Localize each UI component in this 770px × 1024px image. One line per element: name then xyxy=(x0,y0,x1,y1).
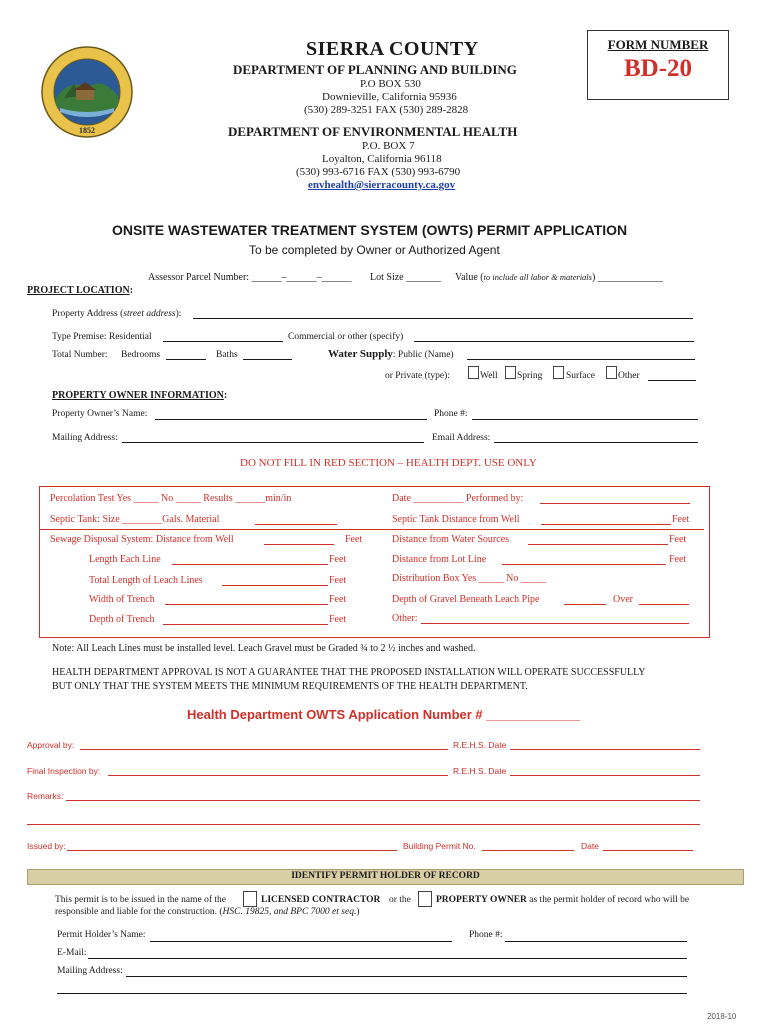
remarks-input-2[interactable] xyxy=(27,824,700,825)
value-label: Value ( xyxy=(455,272,484,283)
county-seal xyxy=(40,44,134,140)
other-input-red[interactable] xyxy=(421,623,689,624)
dept-planning-addr1: P.O BOX 530 xyxy=(360,78,421,90)
bedrooms-label: Bedrooms xyxy=(121,350,161,360)
leach-note: Note: All Leach Lines must be installed level. Leach Gravel must be Graded ¾ to 2 ½ inches and washed. xyxy=(52,643,476,654)
commercial-label: Commercial or other (specify) xyxy=(288,332,404,342)
lot-line-input[interactable] xyxy=(502,564,666,565)
licensed-contractor-label: LICENSED CONTRACTOR xyxy=(261,895,381,905)
remarks-input-1[interactable] xyxy=(66,800,700,801)
final-inspection-input[interactable] xyxy=(108,775,448,776)
issued-by-input[interactable] xyxy=(67,850,397,851)
permit-holder-banner xyxy=(27,869,744,885)
septic-material-input[interactable] xyxy=(255,524,337,525)
well-label: Well xyxy=(480,371,498,381)
baths-input[interactable] xyxy=(243,359,292,360)
tank-distance-input[interactable] xyxy=(541,524,671,525)
value-blank: ) _____________ xyxy=(591,272,663,283)
water-sources-input[interactable] xyxy=(528,544,668,545)
tank-distance-label: Septic Tank Distance from Well xyxy=(392,514,520,525)
owner-phone-input[interactable] xyxy=(472,419,698,420)
owner-name-label: Property Owner’s Name: xyxy=(52,409,148,419)
tank-distance-unit: Feet xyxy=(672,514,690,525)
approval-disclaimer-1: HEALTH DEPARTMENT APPROVAL IS NOT A GUARANTEE THAT THE PROPOSED INSTALLATION WILL OPERATE SUCCESSFULLY xyxy=(52,667,646,678)
trench-width-label: Width of Trench xyxy=(89,594,155,605)
surface-label: Surface xyxy=(566,371,596,381)
bedrooms-input[interactable] xyxy=(166,359,206,360)
holder-phone-input[interactable] xyxy=(505,941,687,942)
leach-length-unit: Feet xyxy=(329,554,347,565)
gravel-over-label: Over xyxy=(613,594,633,605)
email-address-input[interactable] xyxy=(494,442,698,443)
final-inspection-label: Final Inspection by: xyxy=(27,766,101,776)
holder-mailing-input-2[interactable] xyxy=(57,993,687,994)
project-location-heading: PROJECT LOCATION: xyxy=(27,285,134,296)
apn-field[interactable]: Assessor Parcel Number: ______–______–______ xyxy=(148,272,352,283)
commercial-input[interactable] xyxy=(414,341,694,342)
permit-holder-text-1 xyxy=(55,895,226,905)
owner-heading: PROPERTY OWNER INFORMATION: xyxy=(52,390,228,401)
final-rehs-input[interactable] xyxy=(510,775,700,776)
property-address-input[interactable] xyxy=(193,318,693,319)
total-length-input[interactable] xyxy=(222,585,328,586)
residential-input[interactable] xyxy=(163,341,283,342)
surface-checkbox[interactable] xyxy=(553,366,564,379)
permit-text-line2-suffix: ) xyxy=(356,907,360,917)
permit-text-or: or the xyxy=(389,895,411,905)
form-subtitle: To be completed by Owner or Authorized Agent xyxy=(249,243,500,257)
gravel-depth-input[interactable] xyxy=(564,604,606,605)
permit-text-line2-italic: HSC. 19825, and BPC 7000 et seq. xyxy=(222,907,357,917)
owts-app-number[interactable]: Health Department OWTS Application Number # _____________ xyxy=(187,707,581,722)
email-address-label: Email Address: xyxy=(432,433,491,443)
approval-by-label: Approval by: xyxy=(27,740,75,750)
leach-length-label: Length Each Line xyxy=(89,554,161,565)
well-checkbox[interactable] xyxy=(468,366,479,379)
dept-planning: DEPARTMENT OF PLANNING AND BUILDING xyxy=(233,62,517,77)
perc-test-field[interactable]: Percolation Test Yes _____ No _____ Results ______min/in xyxy=(50,493,292,504)
owner-name-input[interactable] xyxy=(155,419,427,420)
sewage-input[interactable] xyxy=(264,544,334,545)
total-number-label: Total Number: xyxy=(52,350,108,360)
property-owner-label: PROPERTY OWNER xyxy=(436,895,527,905)
other-label: Other xyxy=(618,371,640,381)
building-permit-input[interactable] xyxy=(482,850,574,851)
leach-length-input[interactable] xyxy=(172,564,328,565)
lot-line-unit: Feet xyxy=(669,554,687,565)
performed-by-input[interactable] xyxy=(540,503,690,504)
dept-health-email[interactable]: envhealth@sierracounty.ca.gov xyxy=(308,179,456,191)
approval-by-input[interactable] xyxy=(80,749,448,750)
premise-label: Type Premise: Residential xyxy=(52,332,152,342)
value-note: to include all labor & materials xyxy=(483,272,592,282)
building-permit-label: Building Permit No. xyxy=(403,841,476,851)
trench-depth-label: Depth of Trench xyxy=(89,614,155,625)
form-title: ONSITE WASTEWATER TREATMENT SYSTEM (OWTS) PERMIT APPLICATION xyxy=(112,222,628,238)
dept-planning-addr2: Downieville, California 95936 xyxy=(322,91,457,103)
county-name: SIERRA COUNTY xyxy=(306,38,479,60)
holder-mailing-input[interactable] xyxy=(126,976,687,977)
holder-email-label: E-Mail: xyxy=(57,948,87,958)
spring-checkbox[interactable] xyxy=(505,366,516,379)
trench-depth-unit: Feet xyxy=(329,614,347,625)
gravel-over-input[interactable] xyxy=(639,604,689,605)
spring-label: Spring xyxy=(517,371,543,381)
holder-mailing-label: Mailing Address: xyxy=(57,966,123,976)
mailing-address-input[interactable] xyxy=(122,442,424,443)
septic-tank-label: Septic Tank: Size ________Gals. Material xyxy=(50,514,220,525)
red-divider xyxy=(40,529,704,530)
lot-size-field[interactable]: Lot Size _______ xyxy=(370,272,442,283)
other-input[interactable] xyxy=(648,380,696,381)
lot-line-label: Distance from Lot Line xyxy=(392,554,487,565)
remarks-label: Remarks: xyxy=(27,791,64,801)
sewage-unit: Feet xyxy=(345,534,363,545)
water-supply-label: Water Supply xyxy=(328,348,393,360)
permit-holder-owner-text xyxy=(436,895,689,905)
seal-year: 1852 xyxy=(79,126,95,135)
mailing-address-label: Mailing Address: xyxy=(52,433,118,443)
water-sources-unit: Feet xyxy=(669,534,687,545)
form-version: 2018-10 xyxy=(707,1012,737,1021)
address-italic: street address xyxy=(123,309,176,319)
permit-text-line2-prefix: responsible and liable for the construction. ( xyxy=(55,907,223,917)
water-supply-public: : Public (Name) xyxy=(392,350,454,360)
permit-text-suffix: as the permit holder of record who will be xyxy=(529,895,690,905)
holder-email-input[interactable] xyxy=(88,958,687,959)
form-number-label: FORM NUMBER xyxy=(607,37,709,52)
permit-date-label: Date xyxy=(581,841,599,851)
perc-date-field[interactable]: Date __________ Performed by: xyxy=(392,493,524,504)
permit-date-input[interactable] xyxy=(603,850,693,851)
form-number-box xyxy=(587,30,729,100)
private-label: or Private (type): xyxy=(385,371,450,381)
dept-health-phone: (530) 993-6716 FAX (530) 993-6790 xyxy=(296,166,461,178)
licensed-contractor-checkbox[interactable] xyxy=(243,891,257,907)
distribution-box-field[interactable]: Distribution Box Yes _____ No _____ xyxy=(392,573,546,584)
holder-phone-label: Phone #: xyxy=(469,930,503,940)
form-number: BD-20 xyxy=(623,55,693,82)
approval-disclaimer-2: BUT ONLY THAT THE SYSTEM MEETS THE MINIMUM REQUIREMENTS OF THE HEALTH DEPARTMENT. xyxy=(52,681,528,692)
final-rehs-label: R.E.H.S. Date xyxy=(453,766,507,776)
trench-width-unit: Feet xyxy=(329,594,347,605)
dept-health-addr2: Loyalton, California 96118 xyxy=(322,153,442,165)
dept-health: DEPARTMENT OF ENVIRONMENTAL HEALTH xyxy=(228,124,518,139)
red-section-notice: DO NOT FILL IN RED SECTION – HEALTH DEPT. USE ONLY xyxy=(240,457,537,469)
trench-depth-input[interactable] xyxy=(163,624,328,625)
total-length-label: Total Length of Leach Lines xyxy=(89,575,203,586)
water-supply-input[interactable] xyxy=(467,359,695,360)
permit-holder-text-2 xyxy=(55,907,360,917)
property-owner-checkbox[interactable] xyxy=(418,891,432,907)
holder-name-input[interactable] xyxy=(150,941,452,942)
owner-heading-label: PROPERTY OWNER INFORMATION xyxy=(52,390,224,401)
dept-health-addr1: P.O. BOX 7 xyxy=(362,140,415,152)
sewage-label: Sewage Disposal System: Distance from Well xyxy=(50,534,234,545)
other-checkbox[interactable] xyxy=(606,366,617,379)
address-prefix: Property Address ( xyxy=(52,309,124,319)
value-field[interactable] xyxy=(455,272,663,283)
baths-label: Baths xyxy=(216,350,238,360)
issued-by-label: Issued by: xyxy=(27,841,66,851)
water-supply xyxy=(328,348,454,360)
permit-holder-banner-label: IDENTIFY PERMIT HOLDER OF RECORD xyxy=(291,871,480,881)
approval-rehs-label: R.E.H.S. Date xyxy=(453,740,507,750)
total-length-unit: Feet xyxy=(329,575,347,586)
trench-width-input[interactable] xyxy=(165,604,328,605)
holder-name-label: Permit Holder’s Name: xyxy=(57,930,146,940)
address-suffix: ): xyxy=(175,309,182,319)
owner-phone-label: Phone #: xyxy=(434,409,468,419)
gravel-depth-label: Depth of Gravel Beneath Leach Pipe xyxy=(392,594,540,605)
permit-text-prefix: This permit is to be issued in the name of the xyxy=(55,895,226,905)
other-label-red: Other: xyxy=(392,613,418,624)
water-sources-label: Distance from Water Sources xyxy=(392,534,510,545)
property-address-label xyxy=(52,309,181,319)
approval-rehs-input[interactable] xyxy=(510,749,700,750)
project-location-label: PROJECT LOCATION xyxy=(27,285,130,296)
dept-planning-phone: (530) 289-3251 FAX (530) 289-2828 xyxy=(304,104,469,116)
